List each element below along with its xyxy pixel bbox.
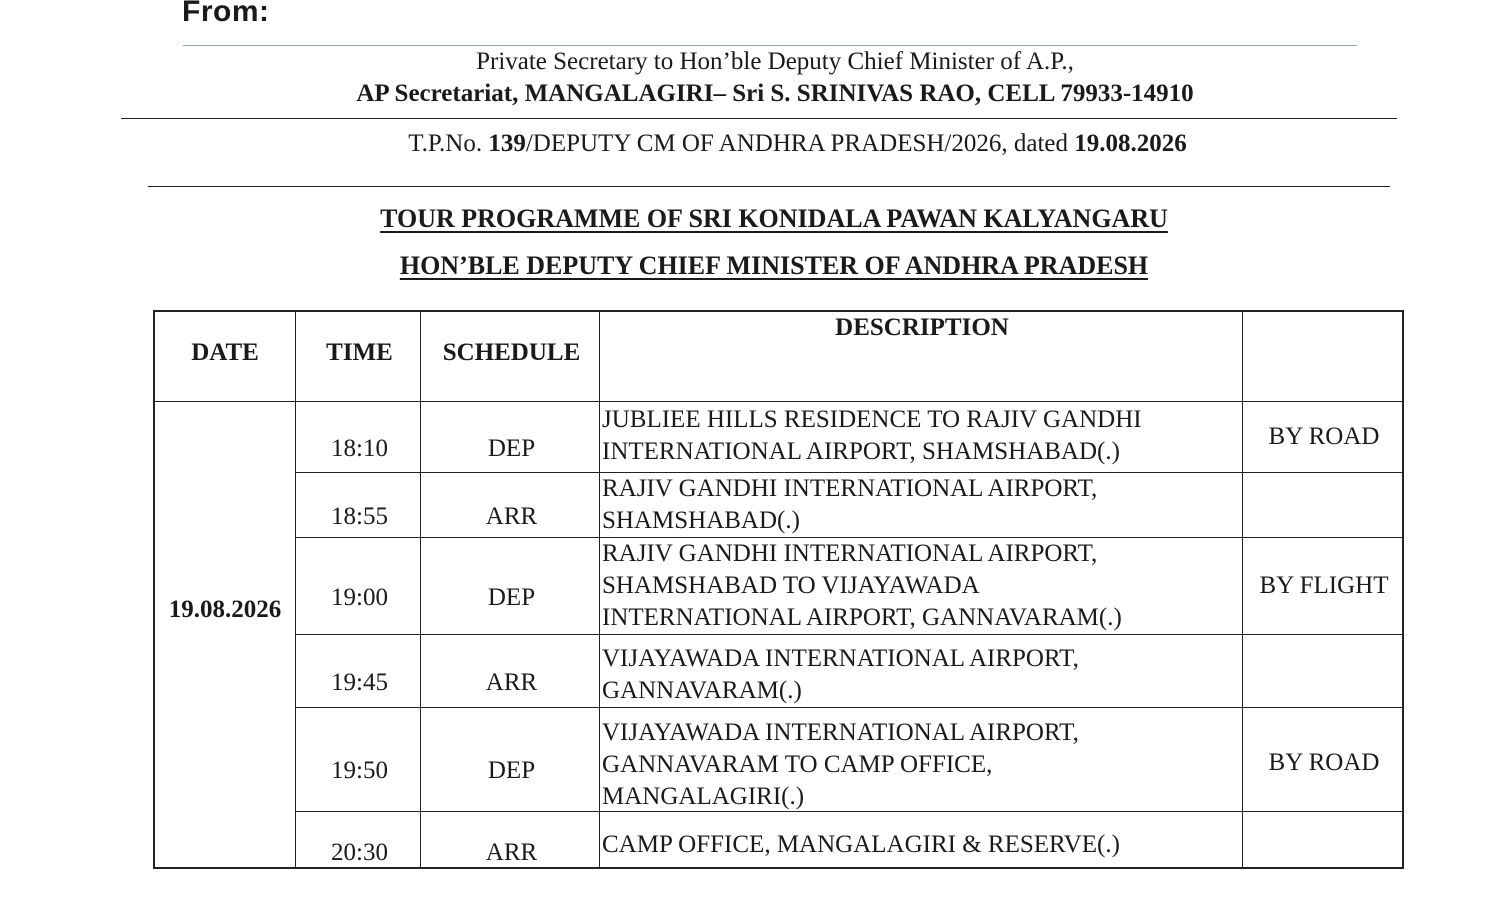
description-line: CAMP OFFICE, MANGALAGIRI & RESERVE(.) [602,831,1120,858]
row-divider [295,634,1402,635]
column-divider [1242,312,1243,867]
mode-cell: BY ROAD [1268,749,1380,776]
description-cell [602,473,1242,537]
description-cell [602,717,1242,813]
reference-line [0,128,1500,160]
time-cell: 19:45 [331,669,388,696]
time-cell: 19:00 [331,584,388,611]
header-description: DESCRIPTION [835,314,1009,341]
description-cell [602,404,1242,468]
description-line: SHAMSHABAD(.) [602,507,800,534]
schedule-cell: ARR [485,839,538,866]
description-line: GANNAVARAM TO CAMP OFFICE, [602,751,993,778]
time-cell: 18:55 [331,503,388,530]
schedule-cell: DEP [487,435,536,462]
document-subtitle [0,250,1500,282]
mode-cell: BY FLIGHT [1259,572,1389,599]
schedule-cell: DEP [487,584,536,611]
description-line: MANGALAGIRI(.) [602,783,805,810]
row-divider [295,707,1402,708]
reference-date: 19.08.2026 [1074,130,1187,157]
divider-bottom [148,186,1390,187]
header-date: DATE [191,339,259,366]
reference-prefix: T.P.No. [408,130,489,157]
document-title-text: TOUR PROGRAMME OF SRI KONIDALA PAWAN KALYANGARU [380,204,1168,233]
description-line: RAJIV GANDHI INTERNATIONAL AIRPORT, [602,540,1098,567]
sender-designation: Private Secretary to Hon’ble Deputy Chief Minister of A.P., [476,48,1074,75]
description-line: VIJAYAWADA INTERNATIONAL AIRPORT, [602,719,1079,746]
description-line: VIJAYAWADA INTERNATIONAL AIRPORT, [602,645,1079,672]
divider-top [121,118,1397,119]
description-line: INTERNATIONAL AIRPORT, SHAMSHABAD(.) [602,438,1120,465]
document-subtitle-text: HON’BLE DEPUTY CHIEF MINISTER OF ANDHRA PRADESH [399,251,1149,280]
description-cell [602,643,1242,707]
schedule-cell: ARR [485,503,538,530]
time-cell: 20:30 [331,839,388,866]
document-title [0,203,1500,235]
time-cell: 19:50 [331,757,388,784]
description-line: GANNAVARAM(.) [602,677,802,704]
header-time: TIME [326,339,393,366]
reference-number: 139 [488,130,526,157]
description-cell [602,538,1242,634]
sender-address: AP Secretariat, MANGALAGIRI– Sri S. SRINIVAS RAO, CELL 79933-14910 [356,80,1194,107]
header-schedule: SCHEDULE [442,339,581,366]
description-line: SHAMSHABAD TO VIJAYAWADA [602,572,980,599]
description-line: INTERNATIONAL AIRPORT, GANNAVARAM(.) [602,604,1122,631]
column-divider [295,312,296,867]
description-cell [602,829,1242,861]
description-line: RAJIV GANDHI INTERNATIONAL AIRPORT, [602,475,1098,502]
reference-middle: /DEPUTY CM OF ANDHRA PRADESH/2026, dated [525,130,1075,157]
schedule-cell: DEP [487,757,536,784]
description-line: JUBLIEE HILLS RESIDENCE TO RAJIV GANDHI [602,406,1142,433]
schedule-table [153,310,1404,869]
mode-cell: BY ROAD [1268,423,1380,450]
header-divider [155,401,1402,402]
date-cell: 19.08.2026 [168,596,282,623]
from-label: From: [182,0,270,28]
schedule-cell: ARR [485,669,538,696]
time-cell: 18:10 [331,435,388,462]
